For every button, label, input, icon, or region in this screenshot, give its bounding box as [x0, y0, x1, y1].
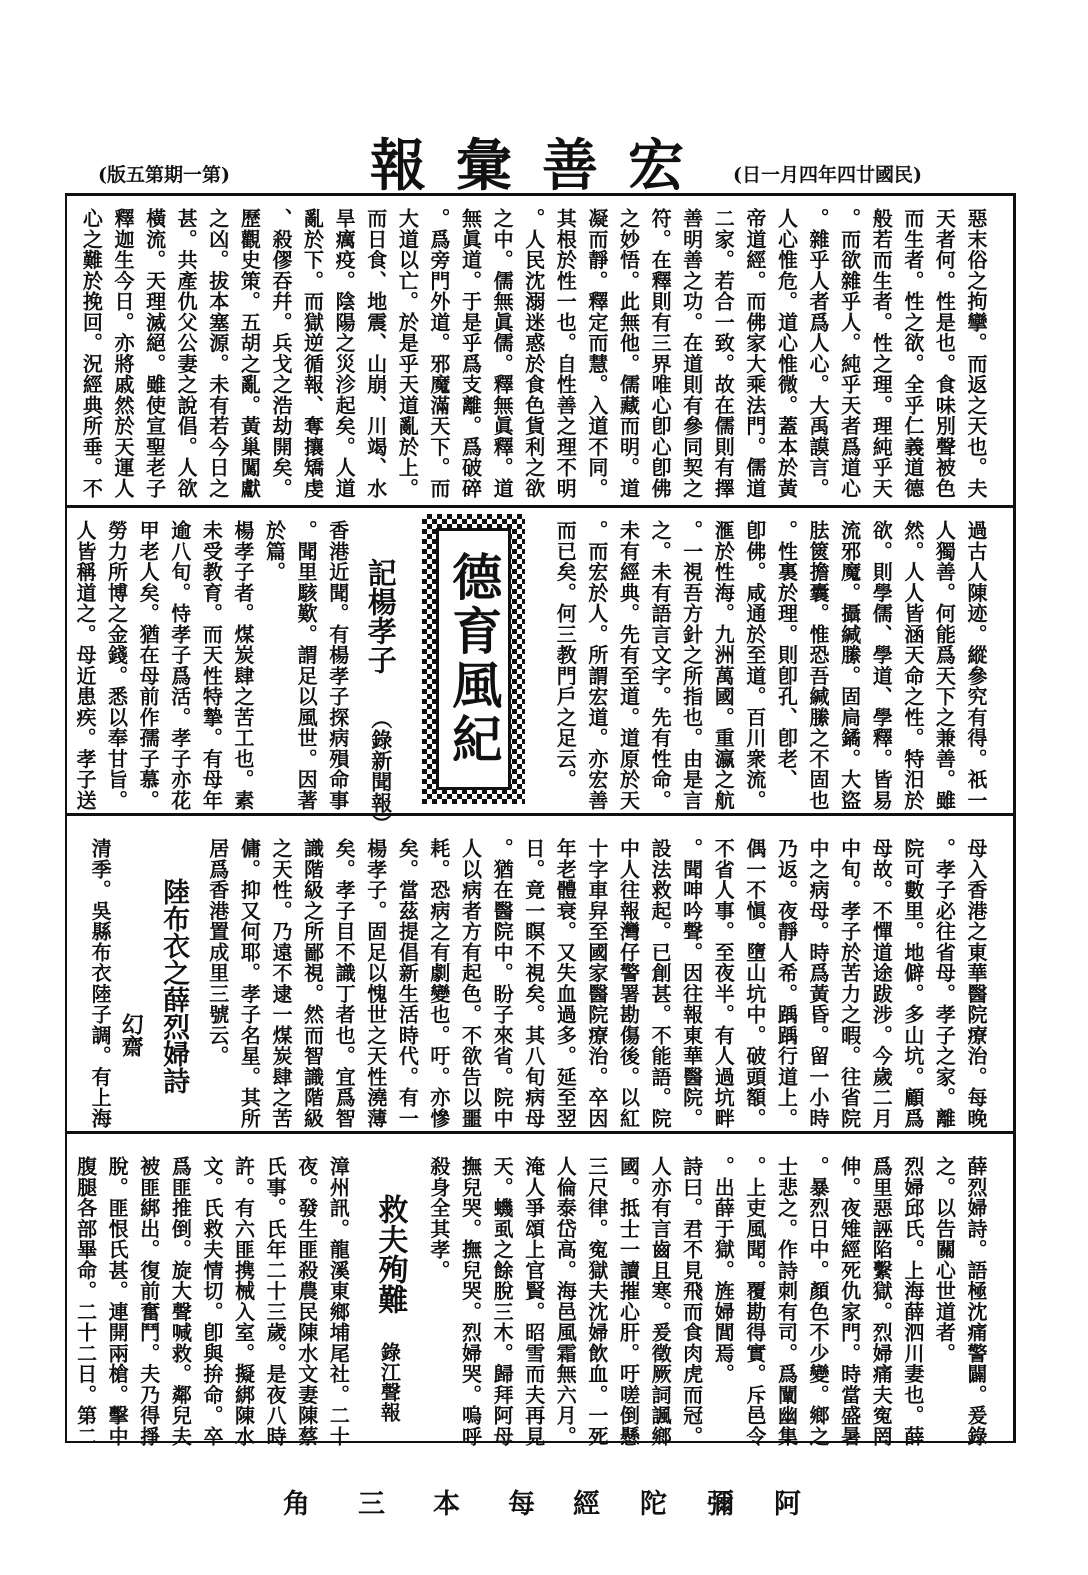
text-column: 釋迦生今日。亦將戚然於天運人 [110, 208, 135, 499]
article-source: （錄新聞報） [368, 708, 394, 834]
date-info [733, 160, 922, 187]
article-essay-part1 [67, 196, 1013, 505]
text-column: 烈婦邱氏。上海薛泗川妻也。薛 [900, 1156, 925, 1447]
text-column: 。猶在醫院中。盼子來省。院中 [490, 838, 515, 1129]
row-3 [67, 813, 1013, 1131]
text-column: 甚。共產仇父公妻之說倡。人欲 [174, 208, 199, 499]
text-column: 、殺僇吞幷。兵戈之浩劫開矣。 [268, 208, 293, 499]
text-column: 矣。孝子目不識丁者也。宜爲智 [332, 838, 357, 1129]
text-column: 般若而生者。性之理。理純乎天 [869, 208, 894, 499]
text-column: 胠篋擔囊。惟恐吾緘縢之不固也 [806, 520, 831, 811]
text-column: 十字車舁至國家醫院療治。卒因 [584, 838, 609, 1129]
text-column: 而日食、地震、山崩、川竭、水 [363, 208, 388, 499]
text-column: 人亦有言齒且寒。爰徵厥詞諷鄉 [648, 1156, 673, 1447]
article-source: 錄江聲報 [377, 1342, 402, 1422]
text-column: 三尺律。寃獄夫沈婦飲血。一死 [584, 1156, 609, 1447]
text-column: 氏事。氏年二十三歲。是夜八時 [263, 1156, 288, 1447]
text-column: 居爲香港置成里三號云。 [205, 838, 230, 1067]
text-column: 楊孝子。固足以愧世之天性澆薄 [363, 838, 388, 1129]
text-column: 清季。吳縣布衣陸子調。有上海 [88, 838, 113, 1129]
text-column: 。性裏於理。則卽孔、卽老、 [774, 520, 799, 790]
text-column: 滙於性海。九洲萬國。重瀛之航 [711, 520, 736, 811]
footer-book: 阿彌陀經 [573, 1489, 841, 1520]
text-column: 識階級之所鄙視。然而智識階級 [300, 838, 325, 1129]
text-column: 橫流。天理滅絕。雖使宣聖老子 [142, 208, 167, 499]
text-column: 凝而靜。釋定而慧。入道不同。 [584, 208, 609, 499]
text-column: 未有經典。先有至道。道原於天 [616, 520, 641, 811]
text-column: 文。氏救夫情切。卽與拚命。卒 [199, 1156, 224, 1447]
text-column: 被匪綁出。復前奮鬥。夫乃得掙 [136, 1156, 161, 1447]
text-column: 。人民沈溺迷惑於食色貨利之欲 [521, 208, 546, 499]
text-column: 人獨善。何能爲天下之兼善。雖 [932, 520, 957, 811]
row-2 [67, 505, 1013, 834]
text-column: 大道以亡。於是乎天道亂於上。 [395, 208, 420, 499]
text-column: 天。蟣虱之餘脫三木。歸拜阿母 [490, 1156, 515, 1447]
text-columns [84, 838, 116, 1131]
text-column: 欲。則學儒、學道、學釋。皆易 [869, 520, 894, 811]
newspaper-title: 宏善彙報 [370, 133, 714, 199]
text-columns [422, 1156, 991, 1447]
text-column: 腹腿各部畢命。二十二日。第二 [73, 1156, 98, 1447]
text-column: 偶一不愼。墮山坑中。破頭額。 [742, 838, 767, 1129]
text-column: 矣。當茲提倡新生活時代。有一 [395, 838, 420, 1129]
text-column: 。爲旁門外道。邪魔滿天下。而 [426, 208, 451, 499]
text-column: 人倫泰岱高。海邑風霜無六月。 [553, 1156, 578, 1447]
text-column: 亂於下。而獄逆循報、奪攘矯虔 [300, 208, 325, 499]
text-column: 甲老人矣。猶在母前作孺子慕。 [136, 520, 161, 811]
paren: ) [221, 164, 231, 186]
text-column: 。一視吾方針之所指也。由是言 [679, 520, 704, 811]
text-column: 日。竟一瞑不視矣。其八旬病母 [521, 838, 546, 1129]
poem-article-title: 陸布衣之薛烈婦詩 [158, 878, 190, 1094]
text-column: 人心惟危。道心惟微。蓋本於黃 [774, 208, 799, 499]
text-column: 耗。恐病之有劇變也。吁。亦慘 [426, 838, 451, 1129]
text-column: 人皆稱道之。母近患疾。孝子送 [72, 520, 97, 811]
text-column: 之。未有語言文字。先有性命。 [648, 520, 673, 811]
text-column: 香港近聞。有楊孝子探病殞命事 [325, 520, 350, 811]
article-title: 記楊孝子 [363, 558, 398, 674]
section-banner [422, 514, 525, 804]
text-column: 母入香港之東華醫院療治。每晚 [964, 838, 988, 1129]
text-column: 伸。夜雉經死仇家門。時當盛暑 [837, 1156, 862, 1447]
text-column: 無眞道。于是乎爲支離。爲破碎 [458, 208, 483, 499]
text-column: 撫兒哭。撫兒哭。烈婦哭。嗚呼 [458, 1156, 483, 1447]
text-column: 楊孝子者。煤炭肆之苦工也。素 [230, 520, 255, 811]
section-banner-label: 德育風紀 [436, 528, 511, 790]
text-column: 。孝子必往省母。孝子之家。離 [932, 838, 957, 1129]
text-column: 。暴烈日中。顏色不少變。鄉之 [806, 1156, 831, 1447]
text-column: 。而宏於人。所謂宏道。亦宏善 [584, 520, 609, 811]
text-column: 流邪魔。攝緘縢。固扃鐍。大盜 [837, 520, 862, 811]
text-column: 二家。若合一致。故在儒則有擇 [711, 208, 736, 499]
text-column: 旱癘疫。陰陽之災沴起矣。人道 [332, 208, 357, 499]
text-column: 中旬。孝子於苦力之暇。往省院 [837, 838, 862, 1129]
paren: ( [733, 164, 742, 186]
text-column: 未受教育。而天性特摯。有母年 [199, 520, 224, 811]
text-column: 而已矣。何三教門戶之足云。 [553, 520, 578, 790]
text-column: 之凶。拔本塞源。未有若今日之 [205, 208, 230, 499]
text-columns [549, 520, 991, 813]
text-column: 國。抵士一讀摧心肝。吁嗟倒懸 [616, 1156, 641, 1447]
text-column: 薛烈婦詩。語極沈痛警闢。爰錄 [964, 1156, 988, 1447]
text-column: 不省人事。至夜半。有人過坑畔 [711, 838, 736, 1129]
text-column: 殺身全其孝。 [426, 1156, 451, 1281]
text-column: 母故。不憚道途跋涉。今歲二月 [869, 838, 894, 1129]
text-column: 。上吏風聞。覆勘得實。斥邑令 [742, 1156, 767, 1447]
text-column: 爲匪推倒。旋大聲喊救。鄰兒夫 [168, 1156, 193, 1447]
text-column: 天者何。性是也。食味別聲被色 [932, 208, 957, 499]
text-column: 。聞呻吟聲。因往報東華醫院。 [679, 838, 704, 1129]
text-column: 乃返。夜靜人希。踽踽行道上。 [774, 838, 799, 1129]
article-title-jiu [372, 1156, 408, 1441]
text-column: 然。人人皆涵天命之性。特汨於 [900, 520, 925, 811]
text-column: 符。在釋則有三界唯心卽心卽佛 [648, 208, 673, 499]
row-4 [67, 1131, 1013, 1447]
text-column: 善明善之功。在道則有參同契之 [679, 208, 704, 499]
issue-info [98, 160, 230, 187]
article-title-yang [363, 520, 398, 834]
text-column: 脫。匪恨氏甚。連開兩槍。擊中 [105, 1156, 130, 1447]
text-column: 。聞里駭歎。謂足以風世。因著 [294, 520, 319, 811]
text-column: 心之難於挽回。況經典所垂。不 [79, 208, 104, 499]
text-column: 許。有六匪携械入室。擬綁陳水 [231, 1156, 256, 1447]
text-column: 中人往報灣仔警署勘傷後。以紅 [616, 838, 641, 1129]
article-title: 救夫殉難 [372, 1194, 408, 1314]
text-column: 爲里惡誣陷繫獄。烈婦痛夫寃罔 [869, 1156, 894, 1447]
text-column: 中之病母。時爲黃昏。留一小時 [806, 838, 831, 1129]
issue-number: 第一期第五版 [107, 164, 222, 186]
text-column: 年老體衰。又失血過多。延至翌 [553, 838, 578, 1129]
text-column: 之妙悟。此無他。儒藏而明。道 [616, 208, 641, 499]
text-columns [75, 208, 991, 505]
text-column: 院可數里。地僻。多山坑。顧爲 [900, 838, 925, 1129]
text-column: 勞力所博之金錢。悉以奉甘旨。 [104, 520, 129, 811]
poem-article-author: 幻齋 [118, 1013, 145, 1057]
text-column: 之中。儒無眞儒。釋無眞釋。道 [490, 208, 515, 499]
text-column: 逾八旬。恃孝子爲活。孝子亦花 [167, 520, 192, 811]
paren: ) [913, 164, 923, 186]
issue-date: 民國廿四年四月一日 [742, 164, 914, 186]
text-column: 人以病者方有起色。不欲告以噩 [458, 838, 483, 1129]
text-column: 士悲之。作詩刺有司。爲闡幽集 [774, 1156, 799, 1447]
text-columns [68, 520, 352, 813]
text-column: 詩曰。君不見飛而食肉虎而冠。 [679, 1156, 704, 1447]
text-column: 過古人陳迹。縱參究有得。祇一 [964, 520, 988, 811]
text-column: 之。以告關心世道者。 [932, 1156, 957, 1364]
text-column: 傭。抑又何耶。孝子名星。其所 [237, 838, 262, 1129]
text-column: 。雜乎人者爲人心。大禹謨言。 [806, 208, 831, 499]
text-column: 歷觀史策。五胡之亂。黃巢闖獻 [237, 208, 262, 499]
text-column: 。出薛于獄。旌婦閭焉。 [711, 1156, 736, 1385]
paren: ( [98, 164, 107, 186]
text-column: 於篇。 [262, 520, 287, 583]
text-column: 漳州訊。龍溪東鄉埔尾社。二十 [326, 1156, 351, 1447]
text-column: 夜。發生匪殺農民陳水文妻陳蔡 [294, 1156, 319, 1447]
text-columns [69, 1156, 353, 1447]
footer-price: 每本三角 [283, 1489, 583, 1520]
text-column: 。而欲雜乎人。純乎天者爲道心 [837, 208, 862, 499]
text-column: 卽佛。咸通於至道。百川衆流。 [742, 520, 767, 811]
text-columns [201, 838, 991, 1131]
text-column: 其根於性一也。自性善之理不明 [553, 208, 578, 499]
text-column: 而生者。性之欲。全乎仁義道德 [900, 208, 925, 499]
text-column: 設法救起。已創甚。不能語。院 [648, 838, 673, 1129]
text-column: 惡末俗之拘攣。而返之天也。夫 [964, 208, 988, 499]
text-column: 帝道經。而佛家大乘法門。儒道 [742, 208, 767, 499]
text-column: 之天性。乃遠不逮一煤炭肆之苦 [268, 838, 293, 1129]
text-column: 淹人爭頌上官賢。昭雪而夫再見 [521, 1156, 546, 1447]
page-frame [65, 193, 1016, 1447]
